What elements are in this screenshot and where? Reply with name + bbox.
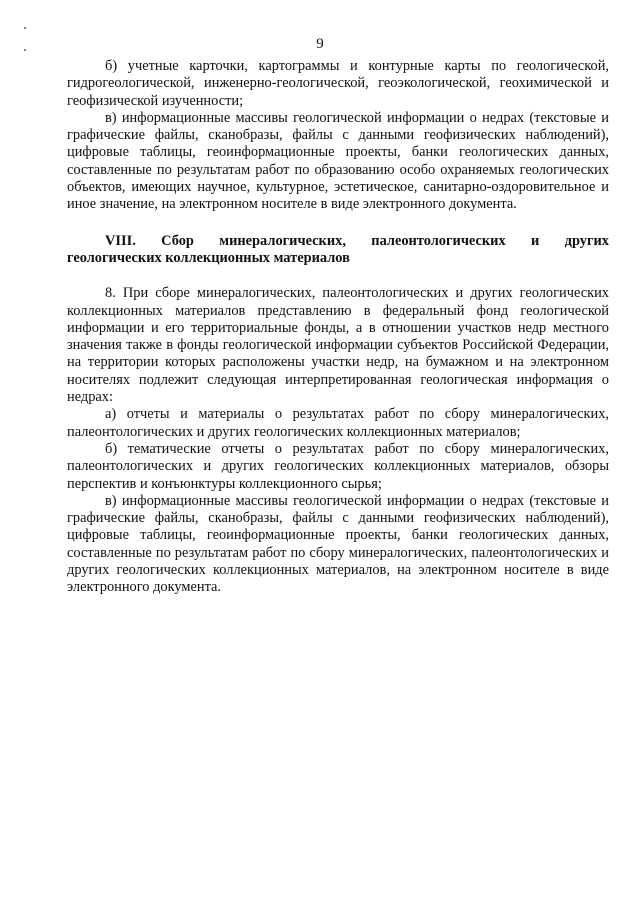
paragraph-item-8: 8. При сборе минералогических, палеонтологических и других геологических коллекционных материалов представлению в федеральный фонд геологической информации и его территориальные фонды, а в отношении участков недр местного значения также в фонды геологической информации субъектов Российской Федерации, на территории которых расположены участки недр, на бумажном и на электронном носителях подлежит следующая интерпретированная геологическая информация о недрах: [67, 285, 609, 406]
section-heading-viii [67, 233, 609, 268]
paragraph-cards-and-maps: б) учетные карточки, картограммы и контурные карты по геологической, гидрогеологической, инженерно-геологической, геоэкологической, геохимической и геофизической изученности; [67, 58, 609, 109]
page-number: 9 [316, 36, 324, 52]
section-heading-line-1: VIII. Сбор минералогических, палеонтологических и других [105, 232, 609, 249]
paragraph-information-arrays: в) информационные массивы геологической информации о недрах (текстовые и графические файлы, сканобразы, файлы с данными геофизических наблюдений), цифровые таблицы, геоинформационные проекты, банки геологических данных, составленные по результатам работ по образованию особо охраняемых геологических объектов, имеющих научное, культурное, эстетическое, санитарно-оздоровительное и иное значение, на электронном носителе в виде электронного документа. [67, 109, 609, 213]
paragraph-item-8v: в) информационные массивы геологической информации о недрах (текстовые и графические файлы, сканобразы, файлы с данными геофизических наблюдений), цифровые таблицы, геоинформационные проекты, банки геологических данных, составленные по результатам работ по сбору минералогических, палеонтологических и других геологических коллекционных материалов, на электронном носителе в виде электронного документа. [67, 492, 609, 596]
paragraph-item-8a: а) отчеты и материалы о результатах работ по сбору минералогических, палеонтологических и других геологических коллекционных материалов; [67, 406, 609, 440]
paragraph-item-8b: б) тематические отчеты о результатах работ по сбору минералогических, палеонтологических и других геологических коллекционных материалов, обзоры перспектив и конъюнктуры коллекционного сырья; [67, 440, 609, 492]
scan-speck [24, 27, 26, 29]
document-body [67, 58, 609, 597]
section-heading-line-2: геологических коллекционных материалов [67, 249, 350, 266]
